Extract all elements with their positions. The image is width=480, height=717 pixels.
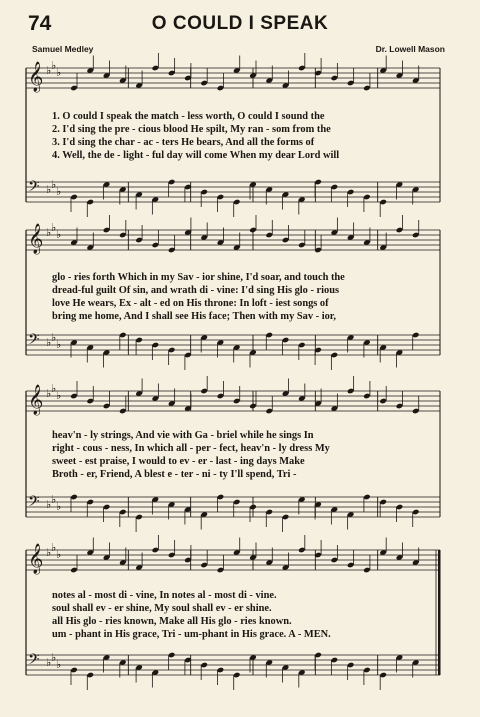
flat-icon: ♭ — [46, 387, 52, 400]
bass-clef-icon: 𝄢 — [28, 178, 40, 199]
lyric-verse-3: 3. I'd sing the char - ac - ters He bears, And all the forms of — [52, 136, 315, 148]
flat-icon: ♭ — [56, 338, 62, 351]
flat-icon: ♭ — [46, 546, 52, 559]
flat-icon: ♭ — [51, 178, 57, 191]
lyric-verse-2: right - cous - ness, In which all - per - fect, heav'n - ly dress My — [52, 442, 330, 454]
lyric-verse-4: 4. Well, the de - light - ful day will come When my dear Lord will — [52, 149, 340, 161]
flat-icon: ♭ — [56, 66, 62, 79]
flat-icon: ♭ — [56, 228, 62, 241]
lyrics-system-4 — [52, 590, 440, 642]
flat-icon: ♭ — [51, 493, 57, 506]
treble-clef-icon: 𝄞 — [28, 62, 44, 92]
treble-clef-icon: 𝄞 — [28, 224, 44, 254]
flat-icon: ♭ — [51, 221, 57, 234]
lyric-verse-3: love He wears, Ex - alt - ed on His throne: In loft - iest songs of — [52, 297, 329, 309]
flat-icon: ♭ — [56, 658, 62, 671]
flat-icon: ♭ — [46, 64, 52, 77]
flat-icon: ♭ — [51, 651, 57, 664]
lyric-verse-3: all His glo - ries known, Make all His glo - ries known. — [52, 615, 292, 627]
bass-clef-icon: 𝄢 — [28, 651, 40, 672]
flat-icon: ♭ — [56, 185, 62, 198]
lyric-verse-2: dread-ful guilt Of sin, and wrath di - vine: I'd sing His glo - rious — [52, 284, 340, 296]
flat-icon: ♭ — [56, 548, 62, 561]
lyric-verse-3: sweet - est praise, I would to ev - er - last - ing days Make — [52, 455, 305, 467]
flat-icon: ♭ — [51, 331, 57, 344]
lyric-verse-2: 2. I'd sing the pre - cious blood He spilt, My ran - som from the — [52, 123, 331, 135]
flat-icon: ♭ — [46, 498, 52, 511]
music-credit: Dr. Lowell Mason — [375, 44, 445, 54]
lyric-verse-4: bring me home, And I shall see His face; Then with my Sav - ior, — [52, 310, 337, 322]
flat-icon: ♭ — [51, 59, 57, 72]
lyric-verse-1: glo - ries forth Which in my Sav - ior shine, I'd soar, and touch the — [52, 272, 345, 283]
lyrics-system-1 — [52, 111, 440, 163]
bass-clef-icon: 𝄢 — [28, 493, 40, 514]
flat-icon: ♭ — [51, 541, 57, 554]
lyric-verse-2: soul shall ev - er shine, My soul shall ev - er shine. — [52, 602, 272, 614]
lyric-verse-4: Broth - er, Friend, A blest e - ter - ni - ty I'll spend, Tri - — [52, 468, 297, 480]
flat-icon: ♭ — [46, 226, 52, 239]
flat-icon: ♭ — [46, 656, 52, 669]
hymn-number: 74 — [28, 12, 52, 35]
words-credit: Samuel Medley — [32, 44, 94, 54]
flat-icon: ♭ — [46, 336, 52, 349]
treble-clef-icon: 𝄞 — [28, 385, 44, 415]
flat-icon: ♭ — [56, 500, 62, 513]
lyrics-system-3 — [52, 430, 440, 482]
treble-clef-icon: 𝄞 — [28, 544, 44, 574]
flat-icon: ♭ — [46, 183, 52, 196]
hymn-title: O COULD I SPEAK — [151, 13, 329, 34]
lyrics-system-2 — [52, 272, 440, 324]
lyric-verse-1: notes al - most di - vine, In notes al - most di - vine. — [52, 590, 277, 601]
lyric-verse-4: um - phant in His grace, Tri - um-phant in His grace. A - MEN. — [52, 628, 331, 640]
lyric-verse-1: heav'n - ly strings, And vie with Ga - briel while he sings In — [52, 430, 314, 441]
flat-icon: ♭ — [56, 389, 62, 402]
bass-clef-icon: 𝄢 — [28, 331, 40, 352]
flat-icon: ♭ — [51, 382, 57, 395]
lyric-verse-1: 1. O could I speak the match - less worth, O could I sound the — [52, 111, 325, 122]
